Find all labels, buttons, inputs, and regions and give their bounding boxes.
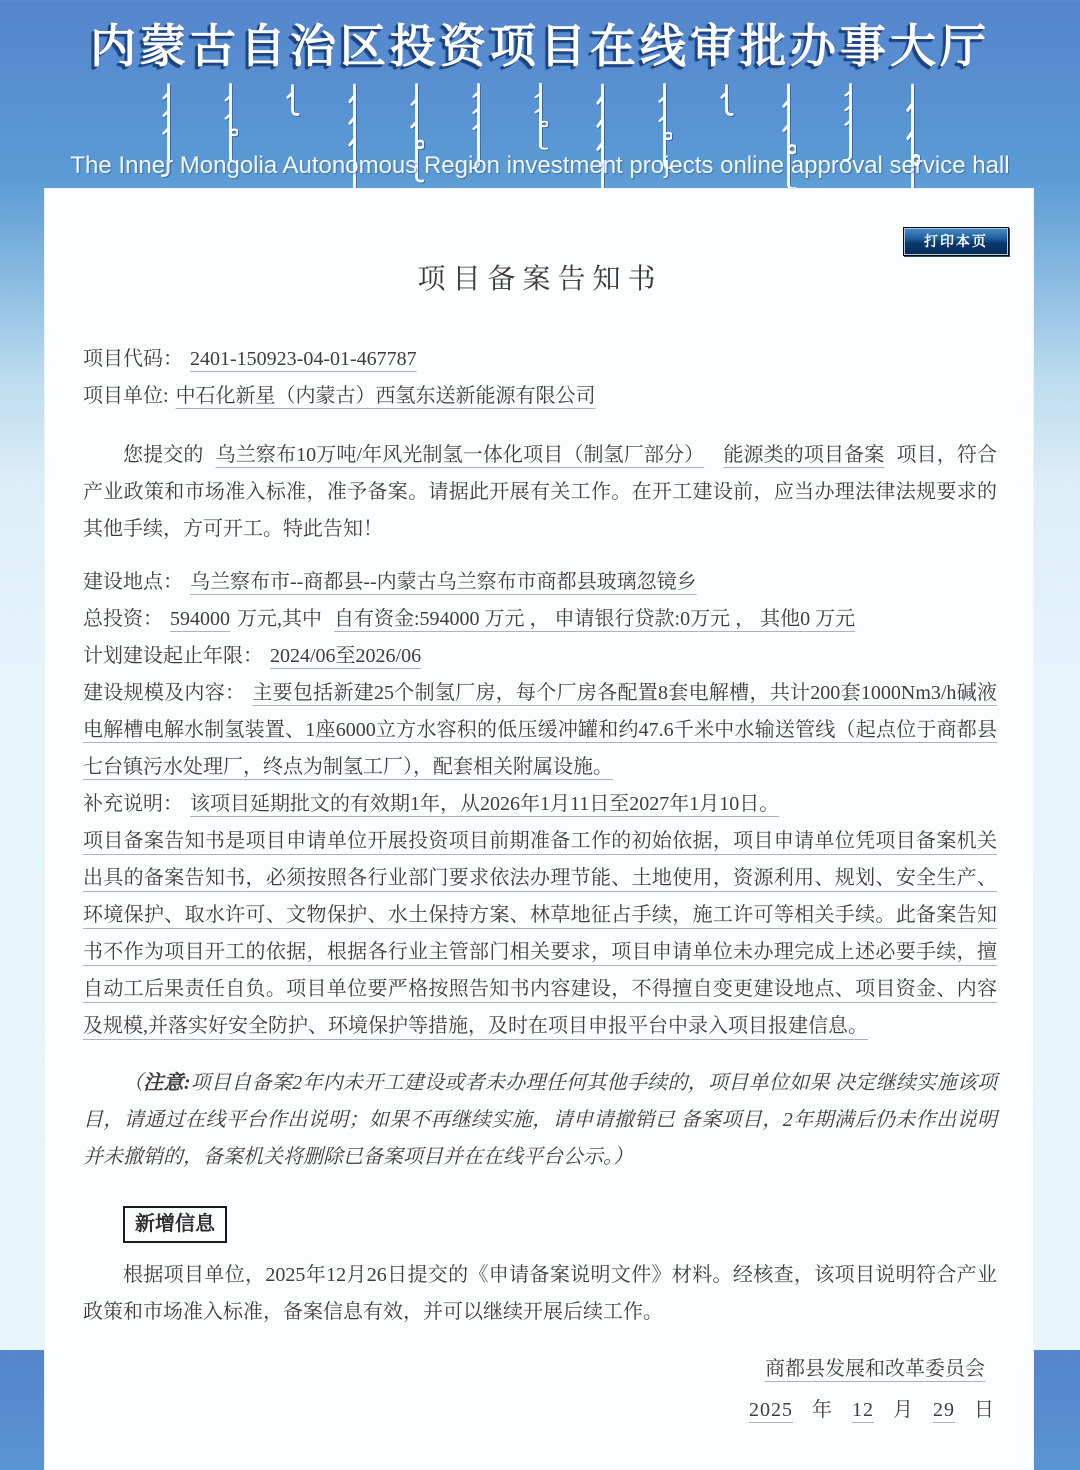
- investment-row: [83, 601, 997, 638]
- signature-month-unit: 月: [893, 1399, 914, 1421]
- mongolian-glyph: [843, 82, 858, 162]
- signature-block: [83, 1351, 997, 1429]
- site-title: 内蒙古自治区投资项目在线审批办事大厅: [90, 21, 990, 72]
- period-value: 2024/06至2026/06: [270, 645, 422, 667]
- signature-day: 29: [933, 1399, 955, 1421]
- scale-value: 主要包括新建25个制氢厂房，每个厂房各配置8套电解槽，共计200套1000Nm3/h碱液电解槽电解水制氢装置、1座6000立方水容积的低压缓冲罐和约47.6千米中水输送管线（起点位于商都县七台镇污水处理厂，终点为制氢工厂），配套相关附属设施。: [83, 682, 998, 778]
- approval-body: 项目，符合产业政策和市场准入标准，准予备案。请据此开展有关工作。在开工建设前，应当办理法律法规要求的其他手续，方可开工。特此告知！: [83, 444, 998, 540]
- project-code-value: 2401-150923-04-01-467787: [190, 348, 417, 370]
- location-row: [83, 564, 997, 601]
- supplement-label: 补充说明：: [83, 793, 183, 815]
- approval-project-name: 乌兰察布10万吨/年风光制氢一体化项目（制氢厂部分）: [215, 444, 705, 466]
- document-body: [83, 341, 997, 1429]
- notice-label: 注意:: [143, 1072, 191, 1094]
- signature-month: 12: [852, 1399, 874, 1421]
- print-page-button[interactable]: 打印本页: [903, 227, 1009, 256]
- approval-paragraph: [83, 437, 997, 548]
- signature-day-unit: 日: [974, 1399, 995, 1421]
- mongolian-glyph: [347, 82, 362, 200]
- notice-paragraph: [83, 1065, 997, 1176]
- signature-org: 商都县发展和改革委员会: [765, 1358, 985, 1380]
- investment-total-value: 594000: [170, 608, 230, 630]
- supplement-value: 该项目延期批文的有效期1年，从2026年1月11日至2027年1月10日。: [190, 793, 780, 815]
- investment-mid-text: 万元,其中: [237, 608, 322, 630]
- period-row: [83, 638, 997, 675]
- legal-paragraph: 项目备案告知书是项目申请单位开展投资项目前期准备工作的初始依据，项目申请单位凭项目备案机关出具的备案告知书，必须按照各行业部门要求依法办理节能、土地使用，资源利用、规划、安全生产、环境保护、取水许可、文物保护、水土保持方案、林草地征占手续，施工许可等相关手续。此备案告知书不作为项目开工的依据，根据各行业主管部门相关要求，项目申请单位未办理完成上述必要手续，擅自动工后果责任自负。项目单位要严格按照告知书内容建设，不得擅自变更建设地点、项目资金、内容及规模,并落实好安全防护、环境保护等措施，及时在项目申报平台中录入项目报建信息。: [83, 830, 997, 1037]
- notice-body: 项目自备案2年内未开工建设或者未办理任何其他手续的，项目单位如果 决定继续实施该项目，请通过在线平台作出说明；如果不再继续实施，请申请撤销已 备案项目，2年期满后仍未作出说明并未撤销的，备案机关将删除已备案项目并在在线平台公示。）: [83, 1072, 998, 1168]
- project-fields: [83, 564, 997, 1045]
- location-value: 乌兰察布市--商都县--内蒙古乌兰察布市商都县玻璃忽镜乡: [190, 571, 697, 593]
- signature-date-row: [83, 1392, 997, 1429]
- approval-lead: 您提交的: [123, 444, 204, 466]
- signature-year: 2025: [749, 1399, 793, 1421]
- project-code-row: [83, 341, 997, 378]
- mongolian-glyph: [285, 82, 300, 118]
- new-info-section: [83, 1176, 997, 1331]
- signature-year-unit: 年: [812, 1399, 833, 1421]
- investment-label: 总投资：: [83, 608, 163, 630]
- investment-detail-value: 自有资金:594000 万元 ， 申请银行贷款:0万元 ， 其他0 万元: [334, 608, 856, 630]
- notice-open: （: [123, 1072, 144, 1094]
- mongolian-glyph: [533, 82, 548, 152]
- approval-category: 能源类的项目备案: [723, 444, 885, 466]
- signature-org-row: [83, 1351, 997, 1388]
- supplement-row: [83, 786, 997, 823]
- project-id-block: [83, 341, 997, 415]
- page-header: [0, 0, 1080, 188]
- project-unit-row: [83, 378, 997, 415]
- mongolian-glyph: [719, 82, 734, 118]
- project-unit-value: 中石化新星（内蒙古）西氢东送新能源有限公司: [175, 385, 596, 407]
- new-info-badge: 新增信息: [123, 1206, 227, 1243]
- location-label: 建设地点：: [83, 571, 183, 593]
- scale-label: 建设规模及内容：: [83, 682, 246, 704]
- period-label: 计划建设起止年限：: [83, 645, 263, 667]
- project-unit-label: 项目单位:: [83, 385, 169, 407]
- document-title: 项目备案告知书: [417, 264, 663, 295]
- document-card: [44, 188, 1034, 1470]
- new-info-paragraph: 根据项目单位，2025年12月26日提交的《申请备案说明文件》材料。经核查，该项目说明符合产业政策和市场准入标准，备案信息有效，并可以继续开展后续工作。: [83, 1264, 997, 1323]
- scale-row: [83, 675, 997, 786]
- site-subtitle-english: The Inner Mongolia Autonomous Region investment projects online approval service hall: [70, 152, 1010, 179]
- project-code-label: 项目代码：: [83, 348, 183, 370]
